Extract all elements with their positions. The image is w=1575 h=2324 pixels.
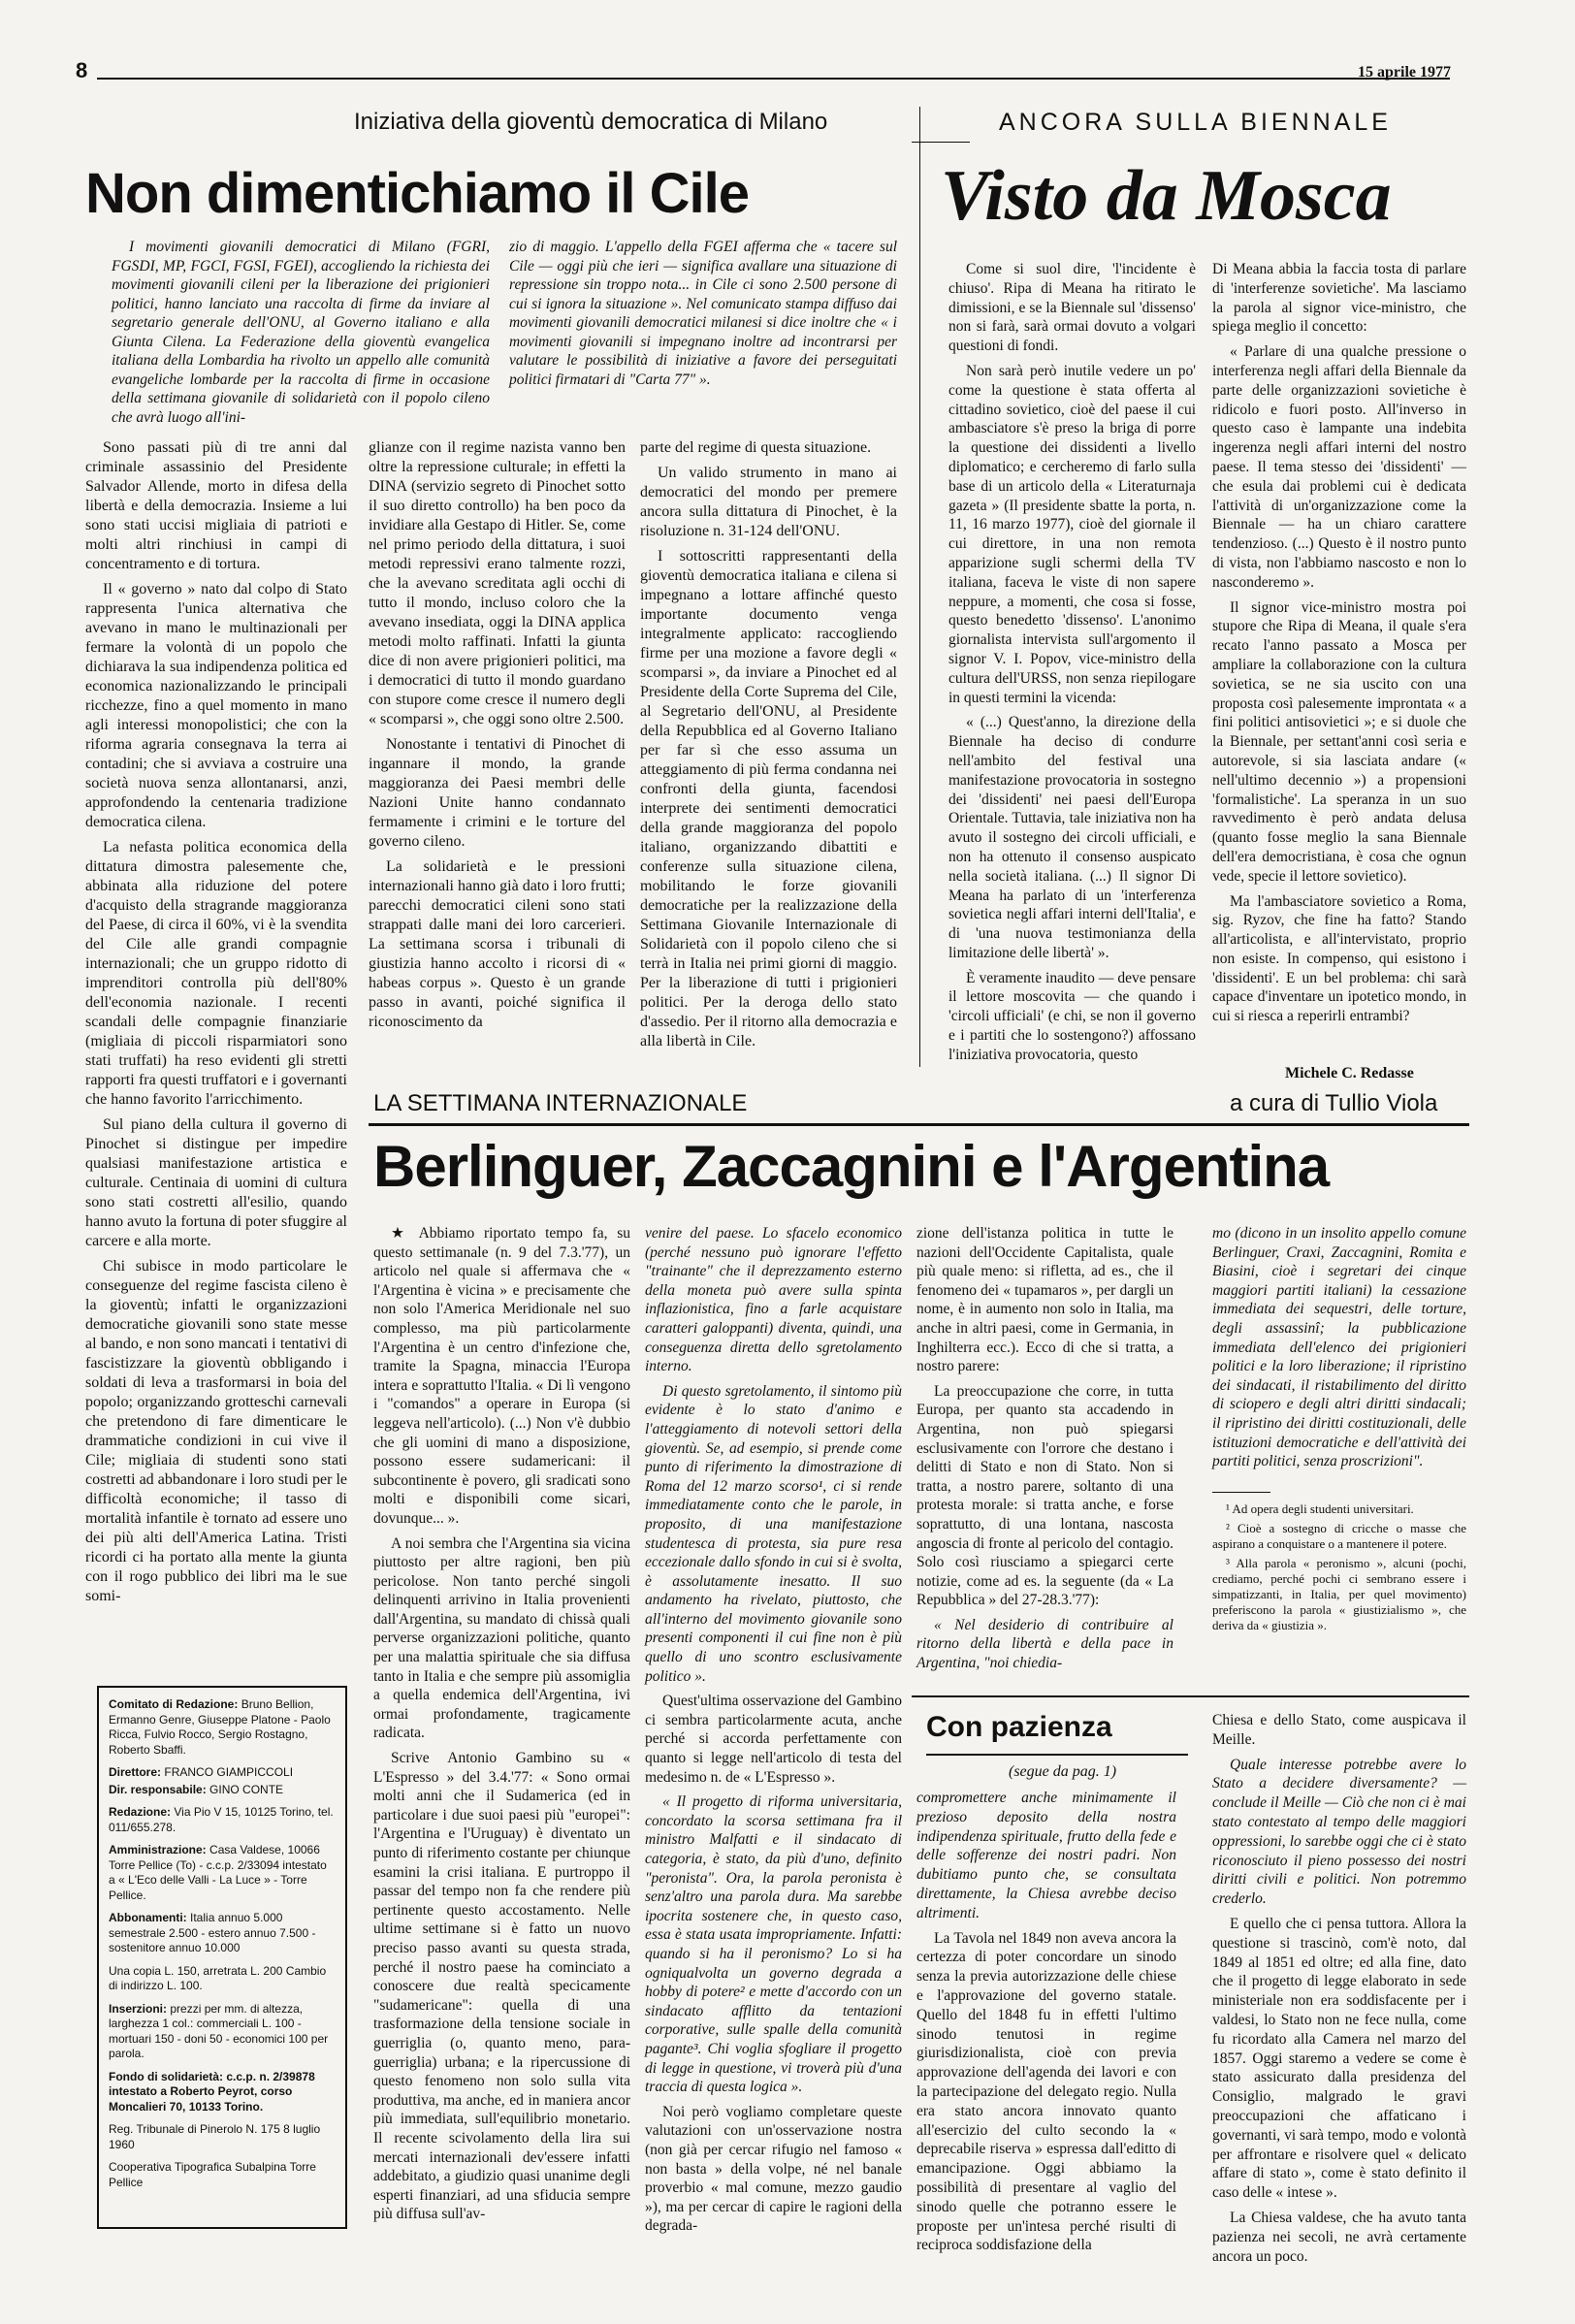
masthead-line: Fondo di solidarietà: c.c.p. n. 2/39878 intestato a Roberto Peyrot, corso Moncalieri 70, 10133 Torino. — [109, 2069, 315, 2114]
masthead-line: Redazione: Via Pio V 15, 10125 Torino, tel. 011/655.278. — [109, 1805, 334, 1834]
masthead-line: Amministrazione: Casa Valdese, 10066 Torre Pellice (To) - c.c.p. 2/33094 intestato a « L'Eco delle Valli - La Luce » - Torre Pellice. — [109, 1843, 327, 1902]
settimana-footnotes: ¹ Ad opera degli studenti universitari. ² Cioè a sostegno di cricche o masse che aspirano a conquistare o a mantenere il potere. ³ Alla parola « peronismo », alcuni (pochi, crediamo, perché pochi ci sembrano essere i simpatizzanti, in Italia, per quel movimento) preferiscono la parola « giustizialismo », che deriva da « giustizia ». — [1212, 1501, 1466, 1632]
settimana-col-3: zione dell'istanza politica in tutte le nazioni dell'Occidente Capitalista, quale più quale meno: si rifletta, ad es., che il fenomeno dei « tupamaros », per dargli un nome, è in aumento non solo in Italia, ma anche in altri paesi, come in Germania, in Inghilterra ecc.). Ecco di che si tratta, a nostro parere: La preoccupazione che corre, in tutta Europa, per quanto sta accadendo in Argentina, non può spiegarsi esclusivamente con l'orrore che destano i delitti di Stato e non di Stato. Non si tratta, a nostro parere, soltanto di una protesta morale: si tratta anche, e forse soprattutto, di una lontana, nascosta angoscia di fronte al pericolo del contagio. Solo così riusciamo a spiegarci certe notizie, come ad es. la seguente (da « La Repubblica » del 27-28.3.'77): « Nel desiderio di contribuire al ritorno della libertà e della pace in Argentina, "noi chiedia- — [916, 1225, 1173, 1672]
cile-title: Non dimentichiamo il Cile — [85, 162, 749, 225]
masthead-line: Abbonamenti: Italia annuo 5.000 semestrale 2.500 - estero annuo 7.500 - sostenitore annuo 10.000 — [109, 1911, 316, 1954]
pazienza-col-2: Chiesa e dello Stato, come auspicava il Meille. Quale interesse potrebbe avere lo Stato a decidere diversamente? — conclude il Meille — Ciò che non ci è mai stato contestato al tempo delle maggiori oppressioni, lo sarebbe oggi che ci è stato riconosciuto il pieno possesso dei nostri diritti civili e politici. Non potremmo crederlo. E quello che ci pensa tuttora. Allora la questione si trascinò, com'è noto, dal 1849 al 1851 ed oltre; ed alla fine, dato che il progetto di legge elaborato in sede ministeriale non era soddisfacente per i valdesi, lo Stato non ne fece nulla, come fu ricordato alla Camera nel marzo del 1857. Oggi staremo a vedere se come è stato assicurato dalla presidenza del Consiglio, malgrado le gravi preoccupazioni che affaticano i governanti, vi sarà tempo, modo e volontà per affrontare e risolvere quel « delicato affare di stato », come è stato definito il caso delle « intese ». La Chiesa valdese, che ha avuto tanta pazienza nei secoli, ne avrà certamente ancora un poco. — [1212, 1712, 1466, 2265]
masthead-line: Cooperativa Tipografica Subalpina Torre Pellice — [109, 2160, 316, 2189]
mosca-signature: Michele C. Redasse — [1285, 1065, 1414, 1081]
page-date: 15 aprile 1977 — [1358, 64, 1451, 81]
settimana-col-2: venire del paese. Lo sfacelo economico (perché nessuno può ignorare l'effetto "trainante" che il deprezzamento esterno della moneta può avere sulla spinta inflazionistica, fino a farle acquistare caratteri galoppanti) diventa, quindi, una conseguenza diretta dello sgretolamento interno. Di questo sgretolamento, il sintomo più evidente è lo stato d'animo e l'atteggiamento di notevoli settori della gioventù. Se, ad esempio, si prende come punto di riferimento la dimostrazione di Roma del 12 marzo scorso¹, ci si rende immediatamente conto che le parole, in proposito, di una manifestazione studentesca di protesta, sia pure resa eccezionale dallo sfondo in cui si è svolta, è assolutamente inesatto. Il suo andamento ha rivelato, piuttosto, che all'interno del movimento giovanile sono presenti componenti il cui fine non è più quello di uno scontro esclusivamente politico ». Quest'ultima osservazione del Gambino ci sembra particolarmente acuta, anche perché si accorda perfettamente con quanto si legge nell'articolo di testa del medesimo n. de « L'Espresso ». « Il progetto di riforma universitaria, concordato la scorsa settimana fra il ministro Malfatti e il sindacato di categoria, è stato, da più d'uno, definito "peronista". Ora, la parola peronista è senz'altro una parola dura. Ma sarebbe ipocrita sostenere che, in questo caso, essa è stata usata impropriamente. Infatti: quando si ha il peronismo? Lo si ha ogniqualvolta un governo degrada a hobby di potere² e mette d'accordo con un sindacato afflitto da tentazioni corporative, sulle spalle della comunità pagante³. Chi voglia sfogliare il progetto di legge in questione, vi troverà più d'una traccia di questa logica ». Noi però vogliamo completare queste valutazioni con un'osservazione nostra (non già per cercar rifugio nel famoso « non basta » della volpe, né nel banale proverbio « mal comune, mezzo gaudio »), ma per cercar di capire le ragioni della degrada- — [645, 1225, 902, 2235]
settimana-rule — [369, 1123, 1469, 1126]
right-kicker: ANCORA SULLA BIENNALE — [999, 109, 1392, 136]
cile-col-1: Sono passati più di tre anni dal criminale assassinio del Presidente Salvador Allende, morto in difesa della libertà e della democrazia. Insieme a lui sono stati uccisi migliaia di patrioti e molti altri rinchiusi in campi di concentramento e di tortura. Il « governo » nato dal colpo di Stato rappresenta l'unica alternativa che avevano in mano le multinazionali per fermare la volontà di un popolo che dichiarava la sua indipendenza politica ed economica nazionalizzando le principali ricchezze, fino a quel momento in mano agli interessi monopolistici; che con la riforma agraria consegnava la terra ai contadini; che si avviava a costruire una società nuova senza allontanarsi, anzi, approfondendo la centenaria tradizione democratica cilena. La nefasta politica economica della dittatura dimostra palesemente che, abbinata alla riduzione del potere d'acquisto della stragrande maggioranza del Paese, di circa il 60%, vi è la svendita del Cile alle grandi compagnie internazionali; che un gruppo ridotto di imprenditori controlla più dell'80% dell'economia nazionale. I recenti scandali delle compagnie finanziarie (migliaia di piccoli risparmiatori sono stati truffati) ha reso evidenti gli stretti rapporti fra questi truffatori e i governanti che hanno favorito l'arricchimento. Sul piano della cultura il governo di Pinochet si distingue per impedire qualsiasi manifestazione artistica e culturale. Centinaia di uomini di cultura sono stati costretti all'esilio, quando hanno avuto la fortuna di poter sfuggire al carcere e alla morte. Chi subisce in modo particolare le conseguenze del regime fascista cileno è la gioventù; infatti le organizzazioni democratiche giovanili sono state messe al bando, e non sono mancati i tentativi di fascistizzare la gioventù obbligando i soldati di leva a trasformarsi in boia del popolo; organizzando grotteschi carnevali che pretendono di fare dimenticare le drammatiche condizioni in cui vive il Cile; migliaia di studenti sono stati costretti ad abbandonare i loro studi per le difficoltà economiche; il tasso di mortalità infantile è tornato ad essere uno dei più alti dell'America Latina. Tristi ricordi ci ha portato alla mente la giunta con il rogo pubblico dei libri ma le sue somi- — [85, 439, 347, 1604]
settimana-col-4: mo (dicono in un insolito appello comune Berlinguer, Craxi, Zaccagnini, Romita e Biasini, cioè i segretari dei cinque maggiori partiti italiani) la cessazione immediata dei sequestri, delle torture, degli assassinî; la pubblicazione immediata dell'elenco dei prigionieri politici e la loro liberazione; il ripristino dei sindacati, il ristabilimento del diritto di sciopero e degli altri diritti sindacali; il ripristino dei diritti costituzionali, delle istituzioni democratiche e dell'attività dei partiti politici, senza proscrizioni". — [1212, 1225, 1466, 1470]
cile-intro-left: I movimenti giovanili democratici di Milano (FGRI, FGSDI, MP, FGCI, FGSI, FGEI), accogliendo la richiesta dei movimenti giovanili cileni per la liberazione dei prigionieri politici, hanno lanciato una raccolta di firme da inviare al segretario generale dell'ONU, al Governo italiano e alla Giunta Cilena. La Federazione della gioventù evangelica italiana della Lombardia ha rivolto un appello alle comunità evangeliche lombarde per la raccolta di firme in occasione della settimana giovanile di solidarietà con il popolo cileno che avrà luogo all'ini- — [112, 239, 490, 426]
pazienza-title: Con pazienza — [926, 1711, 1112, 1743]
kicker-rule — [912, 142, 970, 143]
footnote-rule — [1212, 1492, 1270, 1493]
pazienza-rule — [912, 1695, 1469, 1697]
masthead-line: Una copia L. 150, arretrata L. 200 Cambio di indirizzo L. 100. — [109, 1963, 327, 1992]
settimana-label: LA SETTIMANA INTERNAZIONALE — [373, 1090, 748, 1116]
mosca-col-2: Di Meana abbia la faccia tosta di parlare di 'interferenze sovietiche'. Ma lasciamo la parola al signor vice-ministro, che spiega meglio il concetto: « Parlare di una qualche pressione o interferenza negli affari della Biennale da parte delle organizzazioni sovietiche è ridicolo e fuori posto. All'inverso in questo caso è lampante una indebita ingerenza negli affari interni del nostro paese. Il tema stesso dei 'dissidenti' — che esula dai problemi cui è dedicata l'attività di un'organizzazione come la Biennale — ha un chiaro carattere tendenzioso. (...) Questo è il nostro punto di vista, non l'abbiamo nascosto e non lo nasconderemo ». Il signor vice-ministro mostra poi stupore che Ripa di Meana, il quale s'era recato l'anno passato a Mosca per ampliare la collaborazione con la cultura sovietica, se ne sia uscito con una proposta così palesemente improntata « a fini politici antisovietici »; e si duole che la Biennale, per settant'anni così seria e autorevole, si sia lasciata andare (« nell'ultimo decennio ») a propensioni 'formalistiche'. La speranza in un suo ravvedimento è però andata delusa (quanto fosse meglio la sana Biennale dell'era democristiana, è cosa che ognun vede, specie il lettore sovietico). Ma l'ambasciatore sovietico a Roma, sig. Ryzov, che fine ha fatto? Stando all'articolista, e all'intervistato, proprio non esiste. In compenso, qui esistono i 'dissidenti'. E un bel problema: chi sarà capace d'inventare un ipotetico mondo, in cui si riesca a reperirli entrambi? — [1212, 261, 1466, 1025]
page-number: 8 — [76, 58, 88, 82]
header-rule — [97, 78, 1450, 80]
masthead-list — [109, 1697, 336, 2190]
pazienza-title-rule — [926, 1754, 1188, 1756]
cile-col-3: parte del regime di questa situazione. Un valido strumento in mano ai democratici del mondo per premere ancora sulla dittatura di Pinochet, è la risoluzione n. 31-124 dell'ONU. I sottoscritti rappresentanti della gioventù democratica italiana e cilena si impegnano a lottare affinché questo importante documento venga integralmente applicato: raccogliendo firme per una mozione a favore degli « scomparsi », da inviare a Pinochet ed al Presidente della Corte Suprema del Cile, al Segretario dell'ONU, al Presidente della Repubblica ed al Governo Italiano per far sì che esso assuma un atteggiamento di più ferma condanna nei confronti della giunta, facendosi interprete dei sentimenti democratici della grande maggioranza del popolo italiano, organizzando dibattiti e conferenze sulla situazione cilena, mobilitando le forze giovanili democratiche per la realizzazione della Settimana Giovanile Internazionale di Solidarietà con il popolo cileno che si terrà in Italia nei primi giorni di maggio. Per la liberazione di tutti i prigionieri politici. Per la deroga dello stato d'assedio. Per il ritorno alla democrazia e alla libertà in Cile. — [640, 439, 897, 1049]
cile-col-2: glianze con il regime nazista vanno ben oltre la repressione culturale; in effetti la DINA (servizio segreto di Pinochet sotto il suo diretto controllo) ha ben poco da invidiare alla Gestapo di Hitler. Se, come nel primo periodo della dittatura, i suoi metodi repressivi erano talmente rozzi, che la avevano screditata agli occhi di tutto il mondo, incluso coloro che la avevano insediata, oggi la DINA applica metodi molto raffinati. Infatti la giunta dice di non avere prigionieri politici, ma i democratici di tutto il mondo guardano con stupore come cresce il numero degli « scomparsi », che oggi sono oltre 2.500. Nonostante i tentativi di Pinochet di ingannare il mondo, la grande maggioranza dei Paesi membri delle Nazioni Unite hanno condannato fermamente i crimini e le torture del governo cileno. La solidarietà e le pressioni internazionali hanno già dato i loro frutti; parecchi democratici cileni sono stati strappati dalle mani dei loro carcerieri. La settimana scorsa i tribunali di giustizia hanno accolto i ricorsi di « habeas corpus ». Questo è un grande passo in avanti, poiché significa il riconoscimento da — [369, 439, 626, 1030]
settimana-title: Berlinguer, Zaccagnini e l'Argentina — [373, 1134, 1330, 1199]
masthead-box — [97, 1686, 347, 2229]
cile-intro-right: zio di maggio. L'appello della FGEI afferma che « tacere sul Cile — oggi più che ieri — significa avallare una situazione di repressione sin troppo nota... in Cile ci sono 2.500 persone di cui si ignora la situazione ». Nel comunicato stampa diffuso dai movimenti giovanili democratici milanesi si dice inoltre che « i movimenti giovanili si impegnano inoltre ad incontrarsi per valutare le possibilità di iniziative a favore dei perseguitati politici firmatari di "Carta 77" ». — [509, 239, 897, 388]
masthead-line: Direttore: FRANCO GIAMPICCOLI — [109, 1765, 294, 1779]
pazienza-subtitle: (segue da pag. 1) — [1009, 1763, 1117, 1780]
settimana-curator: a cura di Tullio Viola — [1230, 1090, 1438, 1116]
left-kicker: Iniziativa della gioventù democratica di Milano — [354, 109, 828, 135]
masthead-line: Comitato di Redazione: Bruno Bellion, Ermanno Genre, Giuseppe Platone - Paolo Ricca, Fulvio Rocco, Sergio Rostagno, Roberto Sbaffi. — [109, 1697, 331, 1757]
settimana-col-1: ★ Abbiamo riportato tempo fa, su questo settimanale (n. 9 del 7.3.'77), un articolo nel quale si affermava che « l'Argentina è vicina » e precisamente che non solo l'America Meridionale nel suo complesso, ma più particolarmente l'Argentina è un centro d'infezione che, tramite la Spagna, minaccia l'Europa intera e soprattutto l'Italia. « Di lì vengono i "comandos" a operare in Europa (si leggeva nell'articolo). (...) Non v'è dubbio che gli uomini di mano a disposizione, possono essere sudamericani: il subcontinente è povero, gli sradicati sono molti e disponibili come sicari, dovunque... ». A noi sembra che l'Argentina sia vicina piuttosto per altre ragioni, ben più pericolose. Non tanto perché singoli delinquenti arrivino in Italia provenienti dall'Argentina, su mandato di chissà quali perverse organizzazioni politiche, quanto per una malattia spirituale che sia diffusa tanto in Italia e che sempre più assomiglia a quella endemica dell'Argentina, ivi ormai profondamente, tragicamente radicata. Scrive Antonio Gambino su « L'Espresso » del 3.4.'77: « Sono ormai molti anni che il Sudamerica (ed in particolare i due suoi paesi più "europei": l'Argentina e l'Uruguay) è diventato un punto di riferimento costante per chiunque esamini la crisi italiana. E purtroppo il passar del tempo non fa che rendere più pertinente questo accostamento. Nelle ultime settimane si è fatto un nuovo preciso passo avanti su questa strada, perché il nostro paese ha cominciato a conoscere due realtà specicamente "sudamericane": quella di una trasformazione della tensione sociale in guerriglia (o, quanto meno, para-guerriglia) urbana; e la ripercussione di questo fenomeno non solo sulla vita produttiva, ma anche, ed in maniera ancor più immediata, sull'equilibrio monetario. Il recente scivolamento della lira sui mercati internazionali dev'essere infatti addebitato, a giudizio quasi unanime degli esperti finanziari, ad una sfiducia sempre più diffusa sull'av- — [373, 1225, 630, 2223]
masthead-line: Dir. responsabile: GINO CONTE — [109, 1782, 284, 1796]
mosca-title: Visto da Mosca — [941, 156, 1392, 236]
mosca-col-1: Come si suol dire, 'l'incidente è chiuso'. Ripa di Meana ha ritirato le dimissioni, e se la Biennale sul 'dissenso' non si farà, sarà ormai dovuto a volgari questioni di fondi. Non sarà però inutile vedere un po' come la questione è stata offerta al cittadino sovietico, cioè del paese il cui ambasciatore s'è preso la briga di porre la questione dei dissidenti a livello diplomatico; e cercheremo di farlo sulla base di un articolo della « Literaturnaja gazeta » (Il presidente sbatte la porta, n. 11, 16 marzo 1977), cioè del giornale il cui direttore, in una non remota apparizione sugli schermi della TV italiana, faceva le viste di non sapere neppure, a momenti, che cosa si fosse, questo benedetto 'dissenso'. L'anonimo giornalista intervista sull'argomento il signor V. I. Popov, vice-ministro della cultura dell'URSS, non senza riepilogare in questi termini la vicenda: « (...) Quest'anno, la direzione della Biennale ha deciso di condurre nell'ambito del festival una manifestazione provocatoria in sostegno dei 'dissidenti' nei paesi dell'Europa Orientale. Tuttavia, tale iniziativa non ha avuto il sostegno dei circoli ufficiali, e non ha ottenuto il consenso auspicato nella società italiana. (...) Il signor Di Meana ha parlato di un 'interferenza sovietica negli affari interni dell'Italia', e di 'una nuova testimonianza della limitazione delle libertà' ». È veramente inaudito — deve pensare il lettore moscovita — che quando i 'circoli ufficiali' (e chi, se non il governo e i partiti che lo sostengono?) affossano l'iniziativa provocatoria, questo — [948, 261, 1196, 1063]
masthead-line: Reg. Tribunale di Pinerolo N. 175 8 luglio 1960 — [109, 2122, 321, 2151]
masthead-line: Inserzioni: prezzi per mm. di altezza, larghezza 1 col.: commerciali L. 100 - mortuari 150 - doni 50 - economici 100 per parola. — [109, 2001, 329, 2060]
pazienza-col-1: compromettere anche minimamente il prezioso deposito della nostra indipendenza spirituale, frutto della fede e delle sofferenze dei nostri padri. Non dubitiamo punto che, se consultata direttamente, la Chiesa avrebbe deciso altrimenti. La Tavola nel 1849 non aveva ancora la certezza di poter concordare un sinodo senza la previa autorizzazione delle chiese e l'approvazione del governo statale. Quello del 1848 fu in effetti l'ultimo sinodo tenutosi in regime giurisdizionalista, cioè con previa approvazione dell'agenda dei lavori e con la partecipazione del delegato regio. Nulla era stato ancora innovato quanto all'esercizio del culto secondo la « deprecabile riserva » espressa dall'editto di emancipazione. Oggi abbiamo la possibilità di presentare al vaglio del sinodo quelle che potranno essere le proposte per un'intesa perché risulti di reciproca soddisfazione della — [916, 1790, 1176, 2254]
column-divider — [919, 107, 920, 1067]
